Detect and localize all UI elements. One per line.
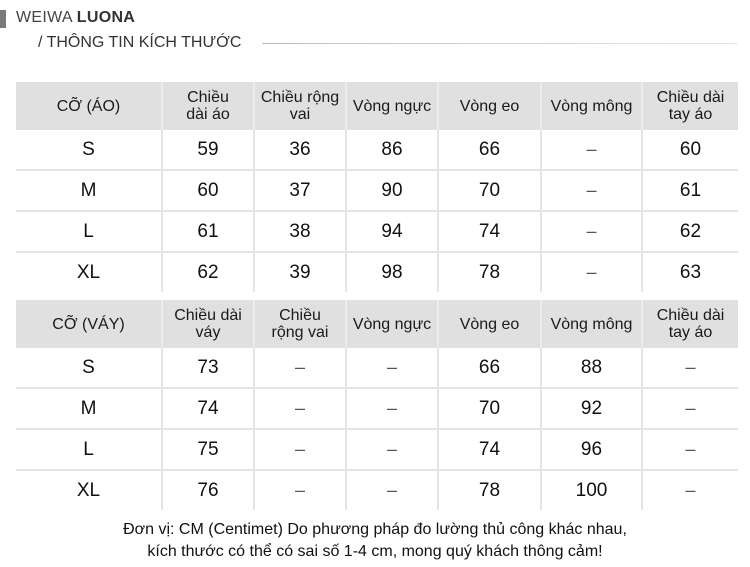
shirt-size-table — [16, 82, 738, 292]
column-header-line: Chiều — [279, 307, 321, 324]
table-row — [16, 253, 738, 292]
measurement-cell: 86 — [347, 130, 439, 171]
measurement-cell: – — [347, 348, 439, 389]
measurement-cell: 62 — [643, 212, 738, 253]
column-header — [439, 300, 542, 348]
measurement-cell: 59 — [163, 130, 255, 171]
column-header-line: Chiều — [187, 89, 229, 106]
measurement-cell: – — [255, 471, 347, 510]
table-header-row — [16, 300, 738, 348]
table-row — [16, 212, 738, 253]
measurement-cell: – — [255, 430, 347, 471]
column-header-line: Vòng ngực — [352, 315, 432, 333]
size-label-cell: XL — [16, 471, 163, 510]
brand-name-light: WEIWA — [16, 9, 77, 26]
measurement-cell: – — [542, 130, 643, 171]
measurement-cell: 78 — [439, 471, 542, 510]
measurement-cell: – — [643, 430, 738, 471]
measurement-cell: 39 — [255, 253, 347, 292]
column-header-line: Vòng eo — [459, 315, 520, 333]
measurement-cell: – — [542, 212, 643, 253]
table-row — [16, 130, 738, 171]
column-header — [347, 300, 439, 348]
column-header — [439, 82, 542, 130]
measurement-cell: – — [255, 389, 347, 430]
table-row — [16, 430, 738, 471]
measurement-cell: – — [643, 389, 738, 430]
column-header-line: Vòng mông — [550, 315, 633, 333]
measurement-cell: – — [255, 348, 347, 389]
column-header-line: Chiều dài — [656, 307, 725, 324]
column-header — [347, 82, 439, 130]
note-line-1: Đơn vị: CM (Centimet) Do phương pháp đo lường thủ công khác nhau, — [123, 521, 627, 538]
dress-size-table — [16, 300, 738, 510]
measurement-cell: 96 — [542, 430, 643, 471]
column-header — [255, 300, 347, 348]
column-header-line: CỠ (VÁY) — [52, 315, 125, 333]
brand-name-bold: LUONA — [76, 9, 136, 26]
column-header — [542, 82, 643, 130]
brand-logo — [16, 9, 135, 27]
measurement-cell: 100 — [542, 471, 643, 510]
measurement-cell: 78 — [439, 253, 542, 292]
measurement-cell: – — [347, 471, 439, 510]
measurement-cell: 94 — [347, 212, 439, 253]
note-line-2: kích thước có thể có sai số 1-4 cm, mong quý khách thông cảm! — [147, 543, 603, 560]
measurement-cell: 92 — [542, 389, 643, 430]
size-label-cell: M — [16, 171, 163, 212]
table-row — [16, 389, 738, 430]
measurement-cell: 88 — [542, 348, 643, 389]
size-label-cell: L — [16, 430, 163, 471]
measurement-cell: – — [643, 471, 738, 510]
size-label-cell: XL — [16, 253, 163, 292]
measurement-cell: 98 — [347, 253, 439, 292]
measurement-cell: 37 — [255, 171, 347, 212]
column-header — [542, 300, 643, 348]
measurement-cell: 90 — [347, 171, 439, 212]
measurement-cell: 61 — [163, 212, 255, 253]
size-label-cell: S — [16, 130, 163, 171]
column-header-line: vai — [289, 106, 311, 123]
measurement-cell: 60 — [163, 171, 255, 212]
column-header — [163, 82, 255, 130]
measurement-cell: 73 — [163, 348, 255, 389]
column-header-line: dài áo — [186, 106, 230, 123]
measurement-cell: 74 — [439, 212, 542, 253]
column-header — [643, 82, 738, 130]
measurement-cell: – — [643, 348, 738, 389]
column-header-line: Chiều rộng — [260, 89, 340, 106]
column-header-line: váy — [195, 324, 221, 341]
column-header — [163, 300, 255, 348]
column-header-line: rộng vai — [271, 324, 329, 341]
measurement-cell: 70 — [439, 389, 542, 430]
measurement-cell: – — [542, 171, 643, 212]
measurement-cell: 76 — [163, 471, 255, 510]
measurement-cell: 66 — [439, 130, 542, 171]
size-label-cell: S — [16, 348, 163, 389]
measurement-note — [0, 519, 750, 563]
header-divider — [262, 43, 738, 44]
measurement-cell: 36 — [255, 130, 347, 171]
measurement-cell: – — [347, 389, 439, 430]
column-header — [16, 82, 163, 130]
brand-accent-bar — [0, 10, 6, 28]
measurement-cell: – — [542, 253, 643, 292]
size-label-cell: M — [16, 389, 163, 430]
column-header-line: Chiều dài — [656, 89, 725, 106]
column-header-line: Chiều dài — [174, 307, 242, 324]
page-subtitle: / THÔNG TIN KÍCH THƯỚC — [38, 34, 242, 51]
measurement-cell: 63 — [643, 253, 738, 292]
measurement-cell: 62 — [163, 253, 255, 292]
measurement-cell: – — [347, 430, 439, 471]
measurement-cell: 74 — [439, 430, 542, 471]
table-header-row — [16, 82, 738, 130]
measurement-cell: 38 — [255, 212, 347, 253]
column-header-line: Vòng eo — [459, 97, 520, 115]
column-header-line: tay áo — [668, 106, 713, 123]
measurement-cell: 66 — [439, 348, 542, 389]
column-header-line: CỠ (ÁO) — [56, 97, 121, 115]
measurement-cell: 61 — [643, 171, 738, 212]
column-header — [255, 82, 347, 130]
table-row — [16, 171, 738, 212]
table-row — [16, 471, 738, 510]
column-header-line: tay áo — [668, 324, 713, 341]
measurement-cell: 74 — [163, 389, 255, 430]
measurement-cell: 70 — [439, 171, 542, 212]
column-header-line: Vòng ngực — [352, 97, 432, 115]
column-header — [16, 300, 163, 348]
column-header-line: Vòng mông — [550, 97, 633, 115]
size-label-cell: L — [16, 212, 163, 253]
measurement-cell: 75 — [163, 430, 255, 471]
table-row — [16, 348, 738, 389]
measurement-cell: 60 — [643, 130, 738, 171]
column-header — [643, 300, 738, 348]
